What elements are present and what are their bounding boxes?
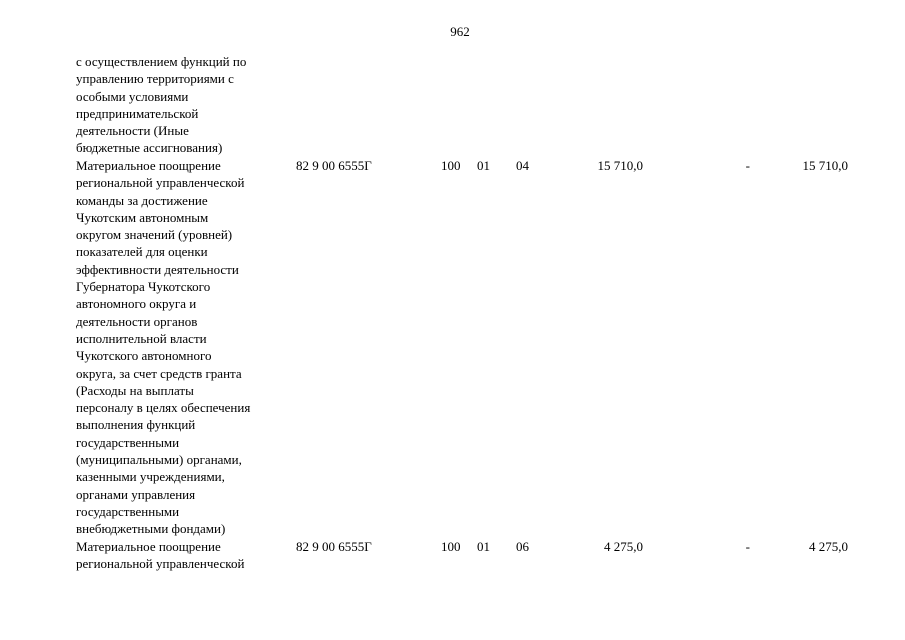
row-amount-total: 4 275,0 bbox=[604, 539, 643, 554]
page-number: 962 bbox=[450, 24, 470, 39]
row-description: Материальное поощрение региональной управленческой bbox=[76, 539, 245, 572]
row-target-code: 82 9 00 6555Г bbox=[296, 158, 372, 173]
row-expense-type: 100 bbox=[441, 539, 461, 554]
row-amount-change: - bbox=[745, 539, 750, 554]
row-amount-total: 15 710,0 bbox=[597, 158, 643, 173]
row-amount-result: 15 710,0 bbox=[802, 158, 848, 173]
row-section: 01 bbox=[477, 158, 490, 173]
row-section: 01 bbox=[477, 539, 490, 554]
row-description: с осуществлением функций по управлению территориями с особыми условиями предпринимательской деятельности (Иные бюджетные ассигнования) bbox=[76, 54, 247, 156]
row-expense-type: 100 bbox=[441, 158, 461, 173]
row-subsection: 06 bbox=[516, 539, 529, 554]
row-subsection: 04 bbox=[516, 158, 529, 173]
row-amount-change: - bbox=[745, 158, 750, 173]
row-amount-result: 4 275,0 bbox=[809, 539, 848, 554]
row-target-code: 82 9 00 6555Г bbox=[296, 539, 372, 554]
row-description: Материальное поощрение региональной управленческой команды за достижение Чукотским автономным округом значений (уровней) показателей для оценки эффективности деятельности Губернатора Чукотского автономного округа и деятельности органов исполнительной власти Чукотского автономного округа, за счет средств гранта (Расходы на выплаты персоналу в целях обеспечения выполнения функций государственными (муниципальными) органами, казенными учреждениями, органами управления государственными внебюджетными фондами) bbox=[76, 158, 251, 537]
